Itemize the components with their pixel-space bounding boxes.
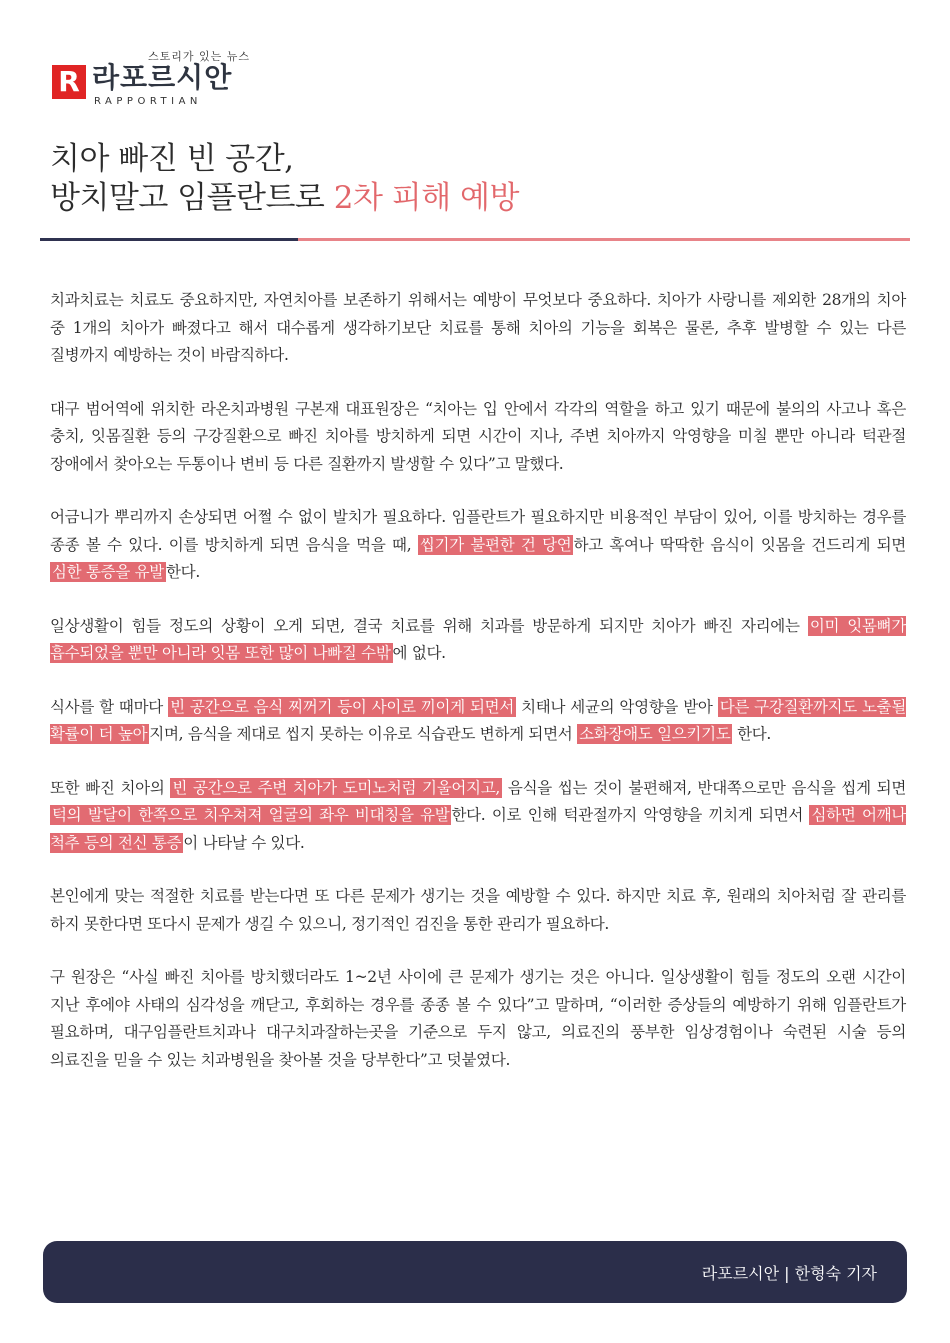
paragraph-text: 이 나타날 수 있다.	[183, 833, 305, 852]
paragraph-text: 또한 빠진 치아의	[50, 778, 171, 797]
paragraph-text: 식사를 할 때마다	[50, 697, 169, 716]
paragraph-text: 지며, 음식을 제대로 씹지 못하는 이유로 식습관도 변하게 되면서	[149, 725, 578, 743]
paragraph-text: 치과치료는 치료도 중요하지만, 자연치아를 보존하기 위해서는 예방이 무엇보다 중요하다. 치아가 사랑니를 제외한 28개의 치아 중 1개의 치아가 빠졌다고 해서 대수롭게 생각하기보단 치료를 통해 치아의 기능을 회복은 물론, 추후 발병할 수 있는 다른 질병까지 예방하는 것이 바람직하다.	[50, 291, 906, 364]
highlighted-text: 이미 잇몸뼈가 흡수되었을 뿐만 아니라 잇몸 또한 많이 나빠질 수밖	[50, 616, 906, 662]
article-footer	[43, 1241, 907, 1303]
paragraph-text: 음식을 씹는 것이 불편해져, 반대쪽으로만 음식을 씹게 되면	[502, 778, 906, 797]
brand-name: 라포르시안	[92, 61, 233, 94]
brand-tagline: 스토리가 있는 뉴스	[148, 50, 251, 63]
paragraph-text: 한다. 이로 인해 턱관절까지 악영향을 끼치게 되면서	[451, 806, 810, 824]
headline-divider	[40, 238, 910, 241]
article-paragraph	[50, 287, 906, 370]
article-paragraph	[50, 883, 906, 938]
highlighted-text: 빈 공간으로 주변 치아가 도미노처럼 기울어지고,	[172, 778, 501, 797]
paragraph-text: 대구 범어역에 위치한 라온치과병원 구본재 대표원장은 “치아는 입 안에서 각각의 역할을 하고 있기 때문에 불의의 사고나 혹은 충치, 잇몸질환 등의 구강질환으로 빠진 치아를 방치하게 되면 시간이 지나, 주변 치아까지 악영향을 미칠 뿐만 아니라 턱관절 장애에서 찾아오는 두통이나 변비 등 다른 질환까지 발생할 수 있다”고 말했다.	[50, 399, 906, 473]
divider-light-segment	[298, 238, 910, 241]
brand-mark-icon: R	[52, 65, 86, 99]
highlighted-text: 소화장애도 일으키기도	[579, 725, 731, 743]
article-body	[50, 287, 906, 1100]
brand-roman-name: RAPPORTIAN	[94, 96, 202, 107]
highlighted-text: 심한 통증을 유발	[52, 563, 164, 581]
paragraph-text: 구 원장은 “사실 빠진 치아를 방치했더라도 1~2년 사이에 큰 문제가 생기는 것은 아니다. 일상생활이 힘들 정도의 오랜 시간이 지난 후에야 사태의 심각성을 깨닫고, 후회하는 경우를 종종 볼 수 있다”고 말하며, “이러한 증상들의 예방하기 위해 임플란트가 필요하며, 대구임플란트치과나 대구치과잘하는곳을 기준으로 두지 않고, 의료진의 풍부한 임상경험이나 숙련된 시술 등의 의료진을 믿을 수 있는 치과병원을 찾아볼 것을 당부한다”고 덧붙였다.	[50, 968, 906, 1069]
headline-accent: 2차 피해 예방	[333, 180, 519, 216]
brand-logo[interactable]	[52, 44, 312, 114]
paragraph-text: 에 없다.	[392, 644, 446, 662]
paragraph-text: 본인에게 맞는 적절한 치료를 받는다면 또 다른 문제가 생기는 것을 예방할 수 있다. 하지만 치료 후, 원래의 치아처럼 잘 관리를 하지 못한다면 또다시 문제가 생길 수 있으니, 정기적인 검진을 통한 관리가 필요하다.	[50, 887, 906, 933]
article-paragraph	[50, 964, 906, 1074]
headline-line-1: 치아 빠진 빈 공간,	[50, 141, 294, 177]
highlighted-text: 심하면 어깨나 척추 등의 전신 통증	[50, 806, 906, 852]
article-paragraph	[50, 694, 906, 749]
article-paragraph	[50, 775, 906, 858]
headline-line-2: 방치말고 임플란트로	[50, 180, 334, 216]
divider-dark-segment	[40, 238, 298, 241]
paragraph-text: 하고 혹여나 딱딱한 음식이 잇몸을 건드리게 되면	[573, 535, 906, 554]
reporter-credit: 라포르시안 | 한형숙 기자	[701, 1264, 877, 1283]
highlighted-text: 씹기가 불편한 건 당연	[419, 535, 572, 554]
paragraph-text: 치태나 세균의 악영향을 받아	[516, 697, 718, 716]
paragraph-text: 어금니가 뿌리까지 손상되면 어쩔 수 없이 발치가 필요하다. 임플란트가 필요하지만 비용적인 부담이 있어, 이를 방치하는 경우를 종종 볼 수 있다. 이를 방치하게 되면 음식을 먹을 때,	[50, 508, 906, 554]
highlighted-text: 턱의 발달이 한쪽으로 치우쳐져 얼굴의 좌우 비대칭을 유발	[52, 806, 450, 824]
highlighted-text: 빈 공간으로 음식 찌꺼기 등이 사이로 끼이게 되면서	[170, 697, 515, 716]
highlighted-text: 다른 구강질환까지도 노출될 확률이 더 높아	[50, 697, 906, 743]
article-paragraph	[50, 613, 906, 668]
article-headline	[50, 140, 519, 218]
paragraph-text: 한다.	[732, 725, 772, 743]
paragraph-text: 한다.	[165, 563, 200, 581]
paragraph-text: 일상생활이 힘들 정도의 상황이 오게 되면, 결국 치료를 위해 치과를 방문하게 되지만 치아가 빠진 자리에는	[50, 616, 808, 635]
article-paragraph	[50, 396, 906, 479]
article-paragraph	[50, 504, 906, 587]
